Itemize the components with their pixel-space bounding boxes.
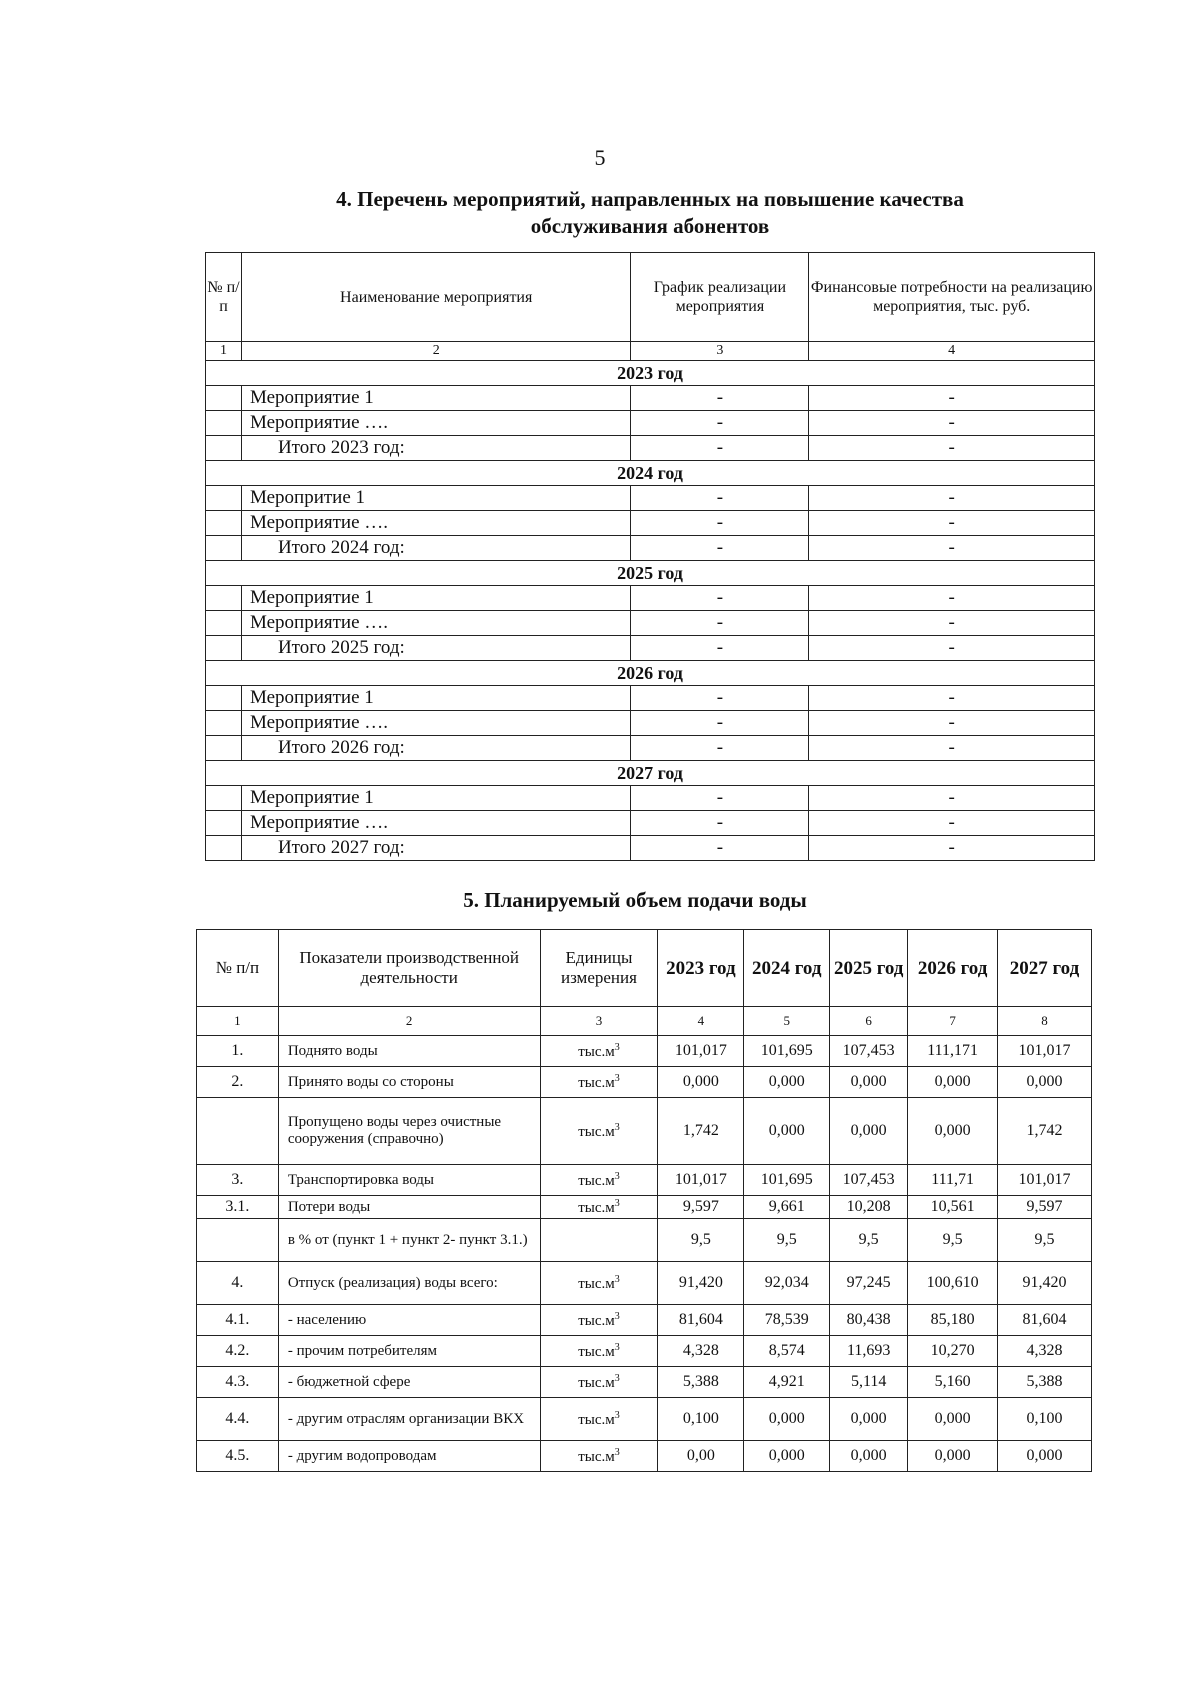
t4-finance-value: -: [809, 386, 1095, 411]
t5-colnum: 8: [998, 1007, 1092, 1036]
t5-row-label: - бюджетной сфере: [278, 1367, 540, 1398]
t5-data-row: [197, 1067, 1092, 1098]
t4-finance-value: -: [809, 436, 1095, 461]
t4-finance-value: -: [809, 811, 1095, 836]
t4-header-row: [206, 253, 1095, 342]
t5-value: 0,000: [998, 1441, 1092, 1472]
t4-finance-value: -: [809, 611, 1095, 636]
t5-data-row: [197, 1441, 1092, 1472]
unit-text: тыс.м: [578, 1312, 615, 1329]
t5-value: 1,742: [998, 1098, 1092, 1165]
t4-header-no: № п/ п: [206, 253, 242, 342]
t4-event-name: Итого 2024 год:: [241, 536, 631, 561]
t5-row-unit: [540, 1165, 658, 1196]
t4-finance-value: -: [809, 486, 1095, 511]
unit-text: тыс.м: [578, 1123, 615, 1140]
t5-row-unit: [540, 1367, 658, 1398]
t4-finance-value: -: [809, 836, 1095, 861]
t5-value: 107,453: [830, 1036, 908, 1067]
t5-value: 5,160: [908, 1367, 998, 1398]
t5-colnum: 6: [830, 1007, 908, 1036]
t5-header-indicator: Показатели производственной деятельности: [278, 930, 540, 1007]
t4-year-row: [206, 461, 1095, 486]
t4-cell-no: [206, 686, 242, 711]
t4-cell-no: [206, 436, 242, 461]
t5-value: 5,388: [998, 1367, 1092, 1398]
t5-row-no: 1.: [197, 1036, 279, 1067]
t4-cell-no: [206, 786, 242, 811]
t4-finance-value: -: [809, 511, 1095, 536]
t5-value: 91,420: [658, 1262, 744, 1305]
t4-cell-no: [206, 611, 242, 636]
t5-row-label: Пропущено воды через очистные сооружения (справочно): [278, 1098, 540, 1165]
t5-row-label: Поднято воды: [278, 1036, 540, 1067]
t4-header-schedule: График реализации мероприятия: [631, 253, 809, 342]
t5-value: 9,597: [998, 1196, 1092, 1219]
unit-sup: 3: [614, 1072, 620, 1084]
t5-row-no: 4.1.: [197, 1305, 279, 1336]
t4-cell-no: [206, 536, 242, 561]
t5-colnum-row: [197, 1007, 1092, 1036]
unit-text: тыс.м: [578, 1448, 615, 1465]
t4-year-label: 2026 год: [206, 661, 1095, 686]
t5-row-label: - населению: [278, 1305, 540, 1336]
t5-value: 4,328: [658, 1336, 744, 1367]
t5-value: 9,5: [744, 1219, 830, 1262]
t5-row-unit: [540, 1441, 658, 1472]
t5-value: 10,561: [908, 1196, 998, 1219]
t5-value: 9,5: [998, 1219, 1092, 1262]
t4-event-row: [206, 836, 1095, 861]
t4-year-row: [206, 361, 1095, 386]
t4-event-row: [206, 711, 1095, 736]
t4-header-name: Наименование мероприятия: [241, 253, 631, 342]
t4-year-row: [206, 761, 1095, 786]
t5-row-unit: [540, 1196, 658, 1219]
t4-cell-no: [206, 836, 242, 861]
t4-header-finance: Финансовые потребности на реализацию мероприятия, тыс. руб.: [809, 253, 1095, 342]
t4-schedule-value: -: [631, 711, 809, 736]
t4-schedule-value: -: [631, 411, 809, 436]
unit-sup: 3: [614, 1446, 620, 1458]
t4-schedule-value: -: [631, 686, 809, 711]
unit-text: тыс.м: [578, 1172, 615, 1189]
t5-value: 9,5: [830, 1219, 908, 1262]
t4-event-row: [206, 636, 1095, 661]
t5-header-no: № п/п: [197, 930, 279, 1007]
t5-value: 9,5: [908, 1219, 998, 1262]
t5-value: 0,000: [830, 1441, 908, 1472]
t5-colnum: 1: [197, 1007, 279, 1036]
t4-finance-value: -: [809, 711, 1095, 736]
t5-data-row: [197, 1336, 1092, 1367]
t5-value: 4,328: [998, 1336, 1092, 1367]
t4-event-row: [206, 411, 1095, 436]
t4-colnum: 2: [241, 342, 631, 361]
t4-cell-no: [206, 586, 242, 611]
t4-finance-value: -: [809, 586, 1095, 611]
t4-schedule-value: -: [631, 786, 809, 811]
t4-event-name: Мероприятие 1: [241, 386, 631, 411]
water-supply-table: [196, 929, 1092, 1472]
t4-event-row: [206, 511, 1095, 536]
t4-event-name: Мероприятие ….: [241, 811, 631, 836]
t5-row-label: Потери воды: [278, 1196, 540, 1219]
t4-event-name: Меропритие 1: [241, 486, 631, 511]
t4-schedule-value: -: [631, 586, 809, 611]
t4-event-row: [206, 386, 1095, 411]
t5-value: 0,000: [744, 1067, 830, 1098]
t4-cell-no: [206, 486, 242, 511]
t5-row-label: Транспортировка воды: [278, 1165, 540, 1196]
unit-text: тыс.м: [578, 1275, 615, 1292]
t5-data-row: [197, 1036, 1092, 1067]
t4-schedule-value: -: [631, 436, 809, 461]
t4-event-row: [206, 686, 1095, 711]
t5-header-year: 2025 год: [830, 930, 908, 1007]
t4-schedule-value: -: [631, 736, 809, 761]
t4-cell-no: [206, 411, 242, 436]
t5-value: 107,453: [830, 1165, 908, 1196]
t5-row-no: 2.: [197, 1067, 279, 1098]
section4-title: 4. Перечень мероприятий, направленных на повышение качества обслуживания абонентов: [336, 187, 964, 238]
t5-value: 10,208: [830, 1196, 908, 1219]
t5-row-label: - другим водопроводам: [278, 1441, 540, 1472]
t5-value: 0,000: [830, 1067, 908, 1098]
t4-year-row: [206, 561, 1095, 586]
t5-value: 0,000: [830, 1398, 908, 1441]
t5-row-label: Принято воды со стороны: [278, 1067, 540, 1098]
t5-value: 78,539: [744, 1305, 830, 1336]
t4-event-row: [206, 811, 1095, 836]
t5-row-no: 4.4.: [197, 1398, 279, 1441]
t4-event-row: [206, 736, 1095, 761]
t4-schedule-value: -: [631, 811, 809, 836]
t5-value: 101,695: [744, 1165, 830, 1196]
unit-sup: 3: [614, 1409, 620, 1421]
t4-cell-no: [206, 736, 242, 761]
t5-row-no: 3.1.: [197, 1196, 279, 1219]
t4-schedule-value: -: [631, 836, 809, 861]
t4-event-row: [206, 536, 1095, 561]
unit-sup: 3: [614, 1310, 620, 1322]
t4-event-row: [206, 586, 1095, 611]
t5-value: 85,180: [908, 1305, 998, 1336]
page-number: 5: [594, 145, 606, 170]
t5-value: 0,000: [908, 1067, 998, 1098]
t4-cell-no: [206, 711, 242, 736]
t5-value: 101,017: [658, 1165, 744, 1196]
t5-colnum: 5: [744, 1007, 830, 1036]
unit-sup: 3: [614, 1372, 620, 1384]
t5-header-row: [197, 930, 1092, 1007]
t5-value: 11,693: [830, 1336, 908, 1367]
t4-event-row: [206, 786, 1095, 811]
t5-row-no: 4.: [197, 1262, 279, 1305]
t5-value: 101,017: [998, 1036, 1092, 1067]
t5-value: 0,000: [998, 1067, 1092, 1098]
t5-value: 101,695: [744, 1036, 830, 1067]
t5-row-no: 3.: [197, 1165, 279, 1196]
t5-value: 97,245: [830, 1262, 908, 1305]
unit-sup: 3: [614, 1170, 620, 1182]
unit-text: тыс.м: [578, 1199, 615, 1216]
t5-data-row: [197, 1262, 1092, 1305]
t5-value: 101,017: [998, 1165, 1092, 1196]
t5-value: 5,388: [658, 1367, 744, 1398]
t5-value: 81,604: [658, 1305, 744, 1336]
t4-colnum: 4: [809, 342, 1095, 361]
t5-value: 0,000: [744, 1098, 830, 1165]
section5-title: 5. Планируемый объем подачи воды: [463, 888, 807, 912]
unit-text: тыс.м: [578, 1343, 615, 1360]
unit-text: тыс.м: [578, 1074, 615, 1091]
t4-cell-no: [206, 636, 242, 661]
t4-schedule-value: -: [631, 536, 809, 561]
t5-header-year: 2027 год: [998, 930, 1092, 1007]
t4-event-name: Мероприятие 1: [241, 686, 631, 711]
t4-schedule-value: -: [631, 486, 809, 511]
t5-data-row: [197, 1196, 1092, 1219]
t5-data-row: [197, 1367, 1092, 1398]
t5-value: 0,000: [744, 1398, 830, 1441]
t5-row-unit: [540, 1036, 658, 1067]
t4-event-row: [206, 486, 1095, 511]
t5-value: 0,100: [658, 1398, 744, 1441]
t4-event-row: [206, 611, 1095, 636]
t4-schedule-value: -: [631, 386, 809, 411]
t5-row-label: Отпуск (реализация) воды всего:: [278, 1262, 540, 1305]
unit-sup: 3: [614, 1273, 620, 1285]
t5-data-row: [197, 1398, 1092, 1441]
t5-row-label: - прочим потребителям: [278, 1336, 540, 1367]
t5-value: 0,000: [908, 1398, 998, 1441]
events-table: [205, 252, 1095, 861]
t4-finance-value: -: [809, 411, 1095, 436]
t4-event-name: Мероприятие ….: [241, 611, 631, 636]
t5-value: 111,71: [908, 1165, 998, 1196]
t5-value: 80,438: [830, 1305, 908, 1336]
unit-sup: 3: [614, 1041, 620, 1053]
t5-row-unit: [540, 1305, 658, 1336]
t5-header-unit: Единицы измерения: [540, 930, 658, 1007]
t5-value: 9,661: [744, 1196, 830, 1219]
t4-schedule-value: -: [631, 511, 809, 536]
t4-finance-value: -: [809, 786, 1095, 811]
t5-row-no: [197, 1098, 279, 1165]
t5-value: 91,420: [998, 1262, 1092, 1305]
t5-data-row: [197, 1098, 1092, 1165]
t5-row-label: - другим отраслям организации ВКХ: [278, 1398, 540, 1441]
t5-value: 0,000: [658, 1067, 744, 1098]
t5-row-label: в % от (пункт 1 + пункт 2- пункт 3.1.): [278, 1219, 540, 1262]
t5-value: 0,100: [998, 1398, 1092, 1441]
t4-finance-value: -: [809, 536, 1095, 561]
t5-value: 0,00: [658, 1441, 744, 1472]
t5-value: 0,000: [908, 1098, 998, 1165]
t5-value: 100,610: [908, 1262, 998, 1305]
unit-sup: 3: [614, 1341, 620, 1353]
t5-data-row: [197, 1165, 1092, 1196]
unit-text: тыс.м: [578, 1411, 615, 1428]
t5-value: 81,604: [998, 1305, 1092, 1336]
t5-colnum: 2: [278, 1007, 540, 1036]
t5-value: 101,017: [658, 1036, 744, 1067]
t5-value: 1,742: [658, 1098, 744, 1165]
t4-event-name: Мероприятие 1: [241, 586, 631, 611]
t4-colnum: 3: [631, 342, 809, 361]
t5-value: 0,000: [830, 1098, 908, 1165]
t5-row-unit: [540, 1336, 658, 1367]
t5-data-row: [197, 1305, 1092, 1336]
t5-colnum: 3: [540, 1007, 658, 1036]
t4-year-label: 2024 год: [206, 461, 1095, 486]
t4-cell-no: [206, 386, 242, 411]
t5-row-unit: [540, 1098, 658, 1165]
unit-text: тыс.м: [578, 1374, 615, 1391]
unit-text: тыс.м: [578, 1043, 615, 1060]
t5-value: 92,034: [744, 1262, 830, 1305]
t4-event-name: Итого 2027 год:: [241, 836, 631, 861]
t5-row-no: 4.3.: [197, 1367, 279, 1398]
t4-cell-no: [206, 811, 242, 836]
unit-sup: 3: [614, 1197, 620, 1209]
t4-schedule-value: -: [631, 636, 809, 661]
t4-event-name: Итого 2023 год:: [241, 436, 631, 461]
t5-value: 4,921: [744, 1367, 830, 1398]
t4-cell-no: [206, 511, 242, 536]
t5-row-unit: [540, 1067, 658, 1098]
t4-year-label: 2027 год: [206, 761, 1095, 786]
t4-event-name: Итого 2026 год:: [241, 736, 631, 761]
t4-year-label: 2025 год: [206, 561, 1095, 586]
t5-value: 9,5: [658, 1219, 744, 1262]
t5-row-no: 4.5.: [197, 1441, 279, 1472]
t4-event-name: Итого 2025 год:: [241, 636, 631, 661]
t5-row-unit: [540, 1219, 658, 1262]
t5-row-unit: [540, 1262, 658, 1305]
t5-header-year: 2026 год: [908, 930, 998, 1007]
t4-event-name: Мероприятие ….: [241, 711, 631, 736]
t5-value: 10,270: [908, 1336, 998, 1367]
t4-year-row: [206, 661, 1095, 686]
t5-colnum: 7: [908, 1007, 998, 1036]
t5-header-year: 2023 год: [658, 930, 744, 1007]
t4-event-row: [206, 436, 1095, 461]
t5-data-row: [197, 1219, 1092, 1262]
t5-row-no: [197, 1219, 279, 1262]
t4-finance-value: -: [809, 736, 1095, 761]
t5-value: 111,171: [908, 1036, 998, 1067]
t4-event-name: Мероприятие 1: [241, 786, 631, 811]
t5-colnum: 4: [658, 1007, 744, 1036]
t5-value: 9,597: [658, 1196, 744, 1219]
t5-value: 0,000: [744, 1441, 830, 1472]
t4-finance-value: -: [809, 636, 1095, 661]
unit-sup: 3: [614, 1121, 620, 1133]
t5-header-year: 2024 год: [744, 930, 830, 1007]
t4-year-label: 2023 год: [206, 361, 1095, 386]
t5-value: 8,574: [744, 1336, 830, 1367]
t5-value: 0,000: [908, 1441, 998, 1472]
t4-colnum: 1: [206, 342, 242, 361]
t5-row-unit: [540, 1398, 658, 1441]
t5-value: 5,114: [830, 1367, 908, 1398]
t4-event-name: Мероприятие ….: [241, 411, 631, 436]
t4-finance-value: -: [809, 686, 1095, 711]
t4-colnum-row: [206, 342, 1095, 361]
t4-schedule-value: -: [631, 611, 809, 636]
t5-row-no: 4.2.: [197, 1336, 279, 1367]
t4-event-name: Мероприятие ….: [241, 511, 631, 536]
